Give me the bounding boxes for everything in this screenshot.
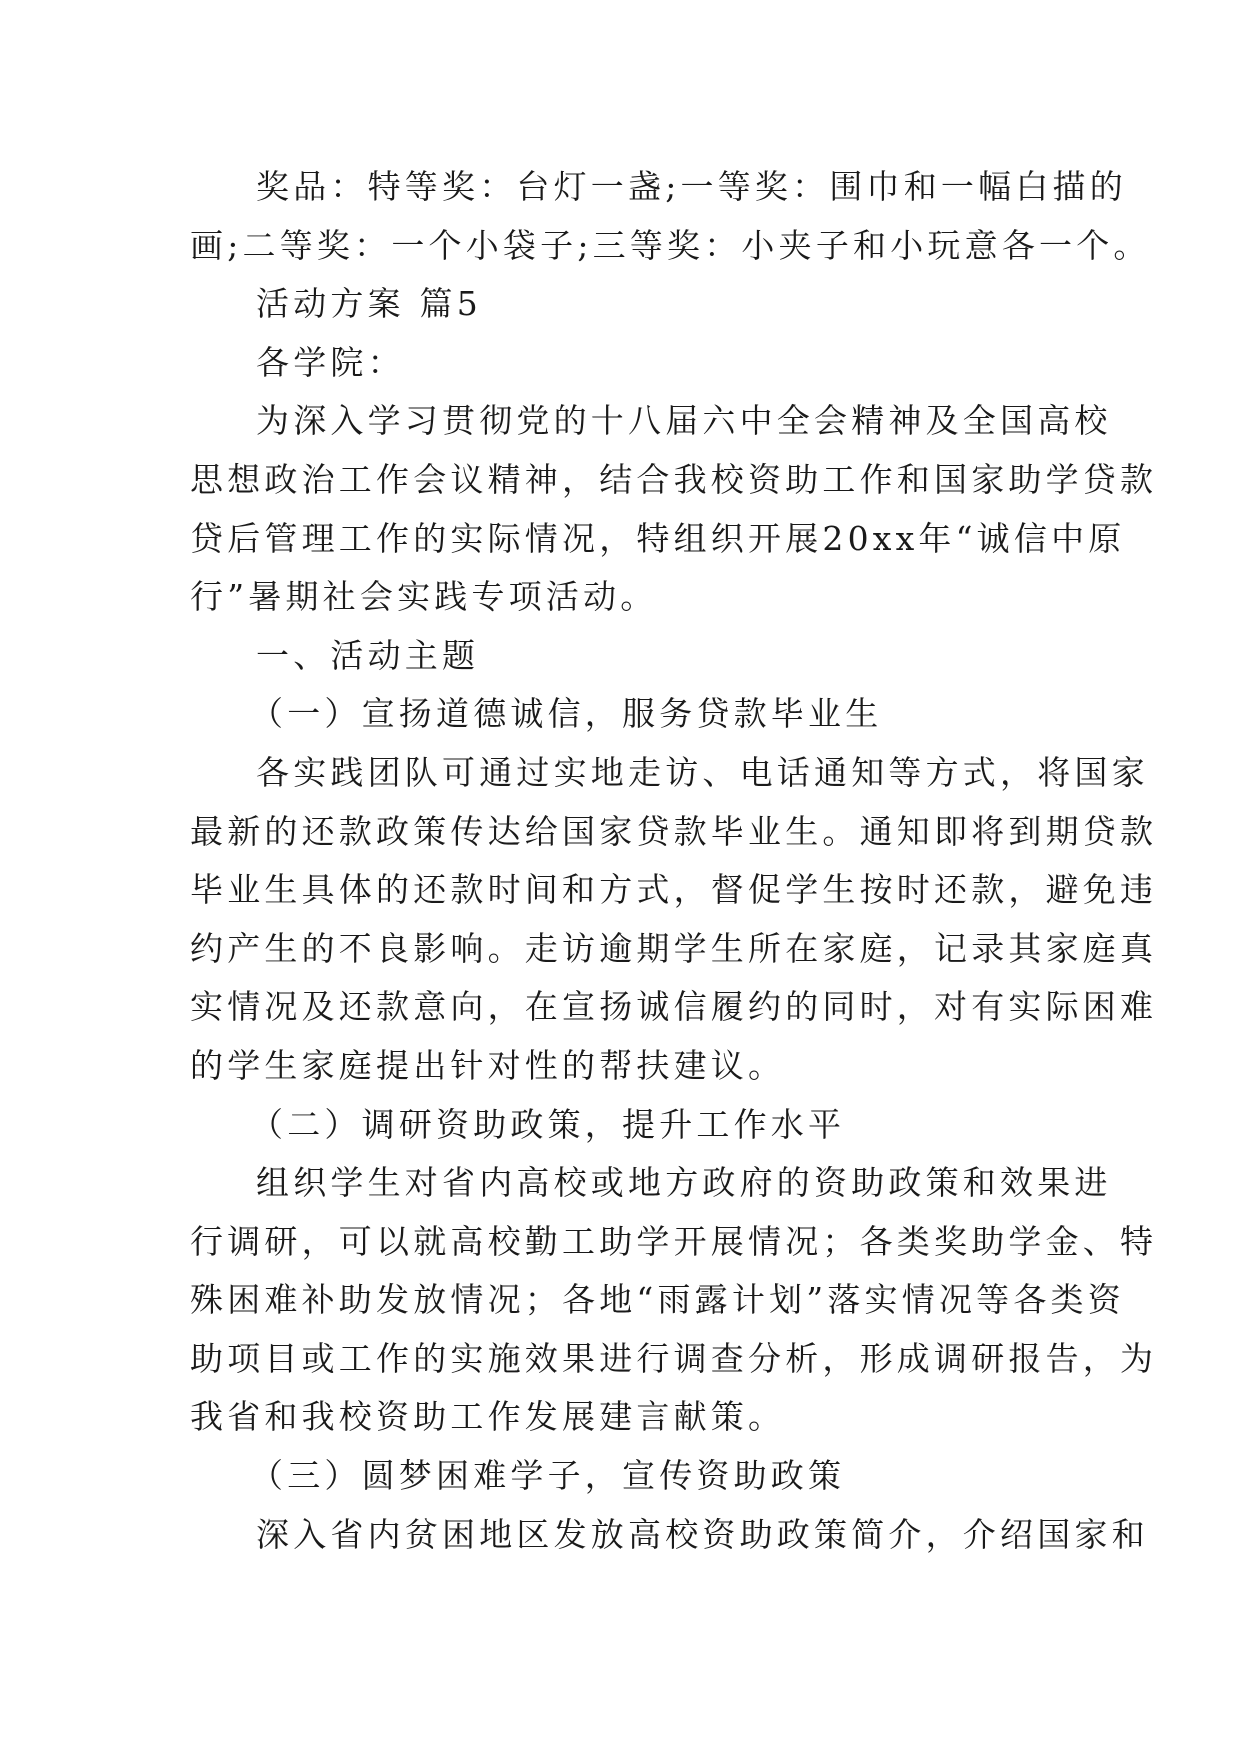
intro-paragraph-line-1: 为深入学习贯彻党的十八届六中全会精神及全国高校 bbox=[256, 401, 1112, 441]
intro-paragraph-line-4: 行”暑期社会实践专项活动。 bbox=[190, 577, 658, 617]
paragraph-2-line-1: 组织学生对省内高校或地方政府的资助政策和效果进 bbox=[256, 1163, 1112, 1203]
intro-paragraph-line-2: 思想政治工作会议精神，结合我校资助工作和国家助学贷款 bbox=[190, 459, 1158, 499]
prize-line-2: 画;二等奖：一个小袋子;三等奖：小夹子和小玩意各一个。 bbox=[190, 225, 1151, 265]
paragraph-1-line-2: 最新的还款政策传达给国家贷款毕业生。通知即将到期贷款 bbox=[190, 811, 1158, 851]
paragraph-3-line-1: 深入省内贫困地区发放高校资助政策简介，介绍国家和 bbox=[256, 1514, 1149, 1554]
paragraph-1-line-1: 各实践团队可通过实地走访、电话通知等方式，将国家 bbox=[256, 752, 1149, 792]
paragraph-2-line-3: 殊困难补助发放情况；各地“雨露计划”落实情况等各类资 bbox=[190, 1280, 1125, 1320]
subheading-2: （二）调研资助政策，提升工作水平 bbox=[250, 1104, 846, 1144]
paragraph-1-line-5: 实情况及还款意向，在宣扬诚信履约的同时，对有实际困难 bbox=[190, 987, 1158, 1027]
salutation: 各学院： bbox=[256, 342, 405, 382]
intro-paragraph-line-3: 贷后管理工作的实际情况，特组织开展20xx年“诚信中原 bbox=[190, 518, 1126, 558]
subheading-3: （三）圆梦困难学子，宣传资助政策 bbox=[250, 1456, 846, 1496]
prize-line-1: 奖品：特等奖：台灯一盏;一等奖：围巾和一幅白描的 bbox=[256, 167, 1127, 206]
paragraph-2-line-2: 行调研，可以就高校勤工助学开展情况；各类奖助学金、特 bbox=[190, 1221, 1158, 1261]
subheading-1: （一）宣扬道德诚信，服务贷款毕业生 bbox=[250, 694, 883, 734]
heading-activity-theme: 一、活动主题 bbox=[256, 635, 480, 675]
document-body bbox=[190, 158, 1158, 1564]
paragraph-1-line-6: 的学生家庭提出针对性的帮扶建议。 bbox=[190, 1045, 786, 1085]
paragraph-2-line-4: 助项目或工作的实施效果进行调查分析，形成调研报告，为 bbox=[190, 1338, 1158, 1378]
paragraph-2-line-5: 我省和我校资助工作发展建言献策。 bbox=[190, 1397, 786, 1437]
section-heading-plan-5: 活动方案 篇5 bbox=[256, 284, 482, 324]
paragraph-1-line-3: 毕业生具体的还款时间和方式，督促学生按时还款，避免违 bbox=[190, 870, 1158, 910]
paragraph-1-line-4: 约产生的不良影响。走访逾期学生所在家庭，记录其家庭真 bbox=[190, 928, 1158, 968]
